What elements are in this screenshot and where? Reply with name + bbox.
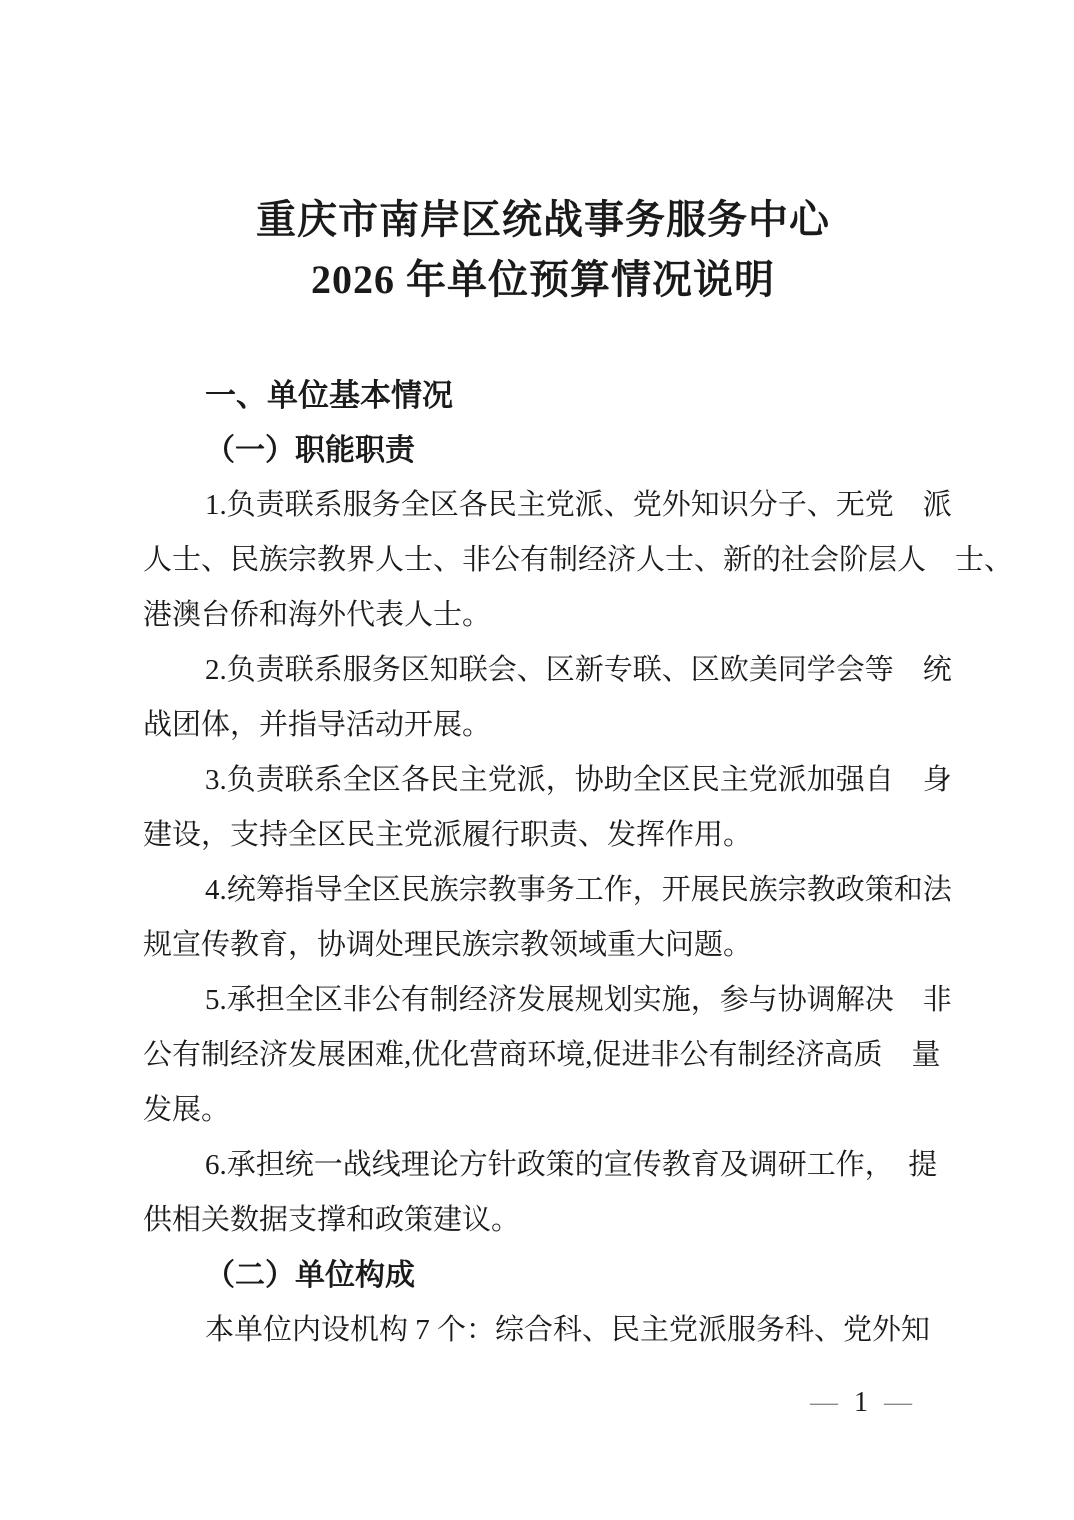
- subsection-heading-1: （一）职能职责: [205, 434, 415, 467]
- document-body: [143, 0, 1014, 1358]
- document-title-line1: 重庆市南岸区统战事务服务中心: [256, 197, 830, 242]
- page-footer: [810, 1383, 912, 1423]
- body-line: 供相关数据支撑和政策建议。: [143, 1204, 521, 1236]
- body-line: 本单位内设机构 7 个：综合科、民主党派服务科、党外知: [205, 1314, 931, 1346]
- body-line: 5.承担全区非公有制经济发展规划实施，参与协调解决 非: [205, 984, 952, 1016]
- body-line: 港澳台侨和海外代表人士。: [143, 599, 492, 631]
- body-line: 建设，支持全区民主党派履行职责、发挥作用。: [143, 819, 753, 851]
- page-number: 1: [854, 1387, 868, 1418]
- body-line: 规宣传教育，协调处理民族宗教领域重大问题。: [143, 929, 753, 961]
- body-line: 4.统筹指导全区民族宗教事务工作，开展民族宗教政策和法: [205, 874, 952, 906]
- body-line: 6.承担统一战线理论方针政策的宣传教育及调研工作， 提: [205, 1149, 938, 1181]
- section-heading-1: 一、单位基本情况: [205, 378, 453, 413]
- body-line: 3.负责联系全区各民主党派，协助全区民主党派加强自 身: [205, 764, 952, 796]
- body-line: 公有制经济发展困难,优化营商环境,促进非公有制经济高质 量: [143, 1039, 941, 1071]
- body-line: 人士、民族宗教界人士、非公有制经济人士、新的社会阶层人 士、: [143, 544, 1014, 576]
- document-title-line2: 2026 年单位预算情况说明: [311, 257, 775, 302]
- subsection-heading-2: （二）单位构成: [205, 1259, 415, 1292]
- body-line: 1.负责联系服务全区各民主党派、党外知识分子、无党 派: [205, 489, 952, 521]
- footer-dash-left: —: [810, 1387, 838, 1418]
- body-line: 战团体，并指导活动开展。: [143, 709, 492, 741]
- body-line: 发展。: [143, 1094, 231, 1126]
- body-line: 2.负责联系服务区知联会、区新专联、区欧美同学会等 统: [205, 654, 952, 686]
- footer-dash-right: —: [884, 1387, 912, 1418]
